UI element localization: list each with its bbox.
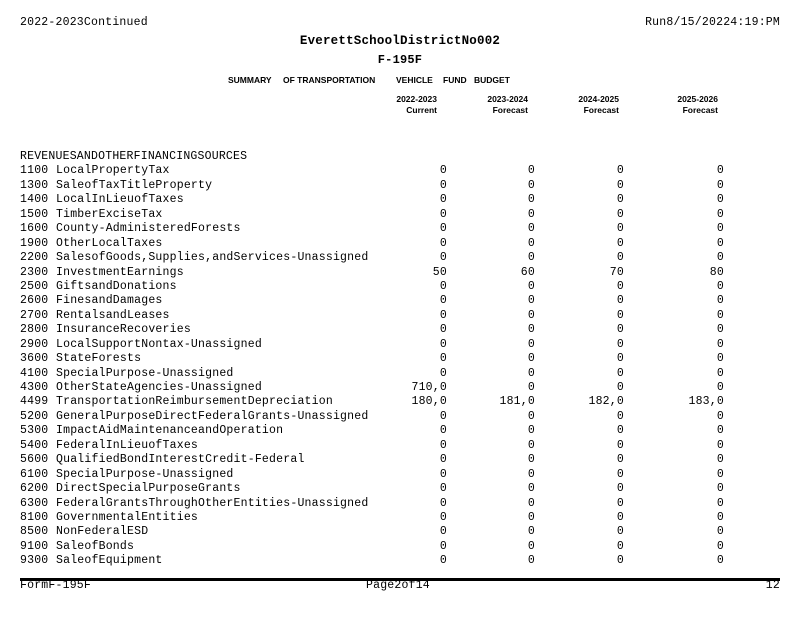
- footer-page-number: 12: [765, 579, 780, 592]
- table-row: [20, 338, 780, 352]
- cell-value: 0: [716, 366, 724, 380]
- account-label: SalesofGoods,Supplies,andServices-Unassigned: [56, 251, 369, 265]
- cell-value: 70: [609, 265, 624, 279]
- account-label: LocalSupportNontax-Unassigned: [56, 337, 262, 351]
- footer-page: Page2of14: [366, 579, 430, 592]
- cell-value: 0: [439, 193, 447, 207]
- table-row: [20, 540, 780, 554]
- cell-value: 0: [439, 409, 447, 423]
- cell-value: 0: [439, 337, 447, 351]
- cell-value: 0: [439, 482, 447, 496]
- cell-value: 0: [716, 207, 724, 221]
- cell-value: 0: [527, 409, 535, 423]
- cell-value: 0: [527, 366, 535, 380]
- table-row: [20, 381, 780, 395]
- revenue-table: [20, 150, 780, 569]
- cell-value: 0: [616, 236, 624, 250]
- cell-value: 0: [527, 251, 535, 265]
- column-year: 2025-2026: [677, 94, 718, 104]
- cell-value: 0: [716, 178, 724, 192]
- cell-value: 0: [527, 453, 535, 467]
- cell-value: 0: [716, 308, 724, 322]
- cell-value: 0: [527, 467, 535, 481]
- header-continued-label: 2022-2023Continued: [20, 16, 148, 29]
- account-label: QualifiedBondInterestCredit-Federal: [56, 453, 305, 467]
- account-label: RentalsandLeases: [56, 308, 170, 322]
- account-label: InsuranceRecoveries: [56, 323, 191, 337]
- account-code: 6300: [20, 496, 49, 510]
- cell-value: 0: [616, 496, 624, 510]
- account-label: FinesandDamages: [56, 294, 163, 308]
- cell-value: 0: [616, 510, 624, 524]
- cell-value: 0: [716, 294, 724, 308]
- table-row: [20, 309, 780, 323]
- cell-value: 0: [616, 424, 624, 438]
- cell-value: 0: [439, 467, 447, 481]
- cell-value: 0: [616, 352, 624, 366]
- account-code: 2500: [20, 279, 49, 293]
- column-header-2023-2024: [487, 94, 528, 116]
- account-code: 2800: [20, 323, 49, 337]
- cell-value: 0: [439, 236, 447, 250]
- account-code: 2700: [20, 308, 49, 322]
- account-label: StateForests: [56, 352, 142, 366]
- account-label: County-AdministeredForests: [56, 222, 241, 236]
- cell-value: 0: [716, 510, 724, 524]
- column-year: 2022-2023: [396, 94, 437, 104]
- table-row: [20, 525, 780, 539]
- cell-value: 0: [616, 308, 624, 322]
- cell-value: 0: [439, 510, 447, 524]
- account-code: 4100: [20, 366, 49, 380]
- account-label: TransportationReimbursementDepreciation: [56, 395, 333, 409]
- account-label: TimberExciseTax: [56, 207, 163, 221]
- cell-value: 0: [439, 352, 447, 366]
- cell-value: 0: [527, 438, 535, 452]
- account-label: SaleofBonds: [56, 539, 135, 553]
- form-code: F-195F: [377, 53, 423, 67]
- cell-value: 0: [716, 539, 724, 553]
- cell-value: 0: [439, 222, 447, 236]
- cell-value: 0: [527, 222, 535, 236]
- table-row: [20, 482, 780, 496]
- account-code: 2600: [20, 294, 49, 308]
- table-row: [20, 554, 780, 568]
- cell-value: 0: [527, 164, 535, 178]
- cell-value: 180,0: [411, 395, 447, 409]
- footer-form: FormF-195F: [20, 579, 92, 592]
- account-label: OtherLocalTaxes: [56, 236, 163, 250]
- account-label: NonFederalESD: [56, 525, 149, 539]
- account-code: 6200: [20, 482, 49, 496]
- cell-value: 0: [439, 251, 447, 265]
- table-row: [20, 179, 780, 193]
- account-label: SaleofEquipment: [56, 554, 163, 568]
- column-label: Forecast: [583, 105, 619, 115]
- account-code: 1100: [20, 164, 49, 178]
- table-row: [20, 266, 780, 280]
- cell-value: 0: [716, 352, 724, 366]
- account-code: 2300: [20, 265, 49, 279]
- cell-value: 0: [716, 496, 724, 510]
- account-label: LocalPropertyTax: [56, 164, 170, 178]
- column-year: 2023-2024: [487, 94, 528, 104]
- table-row: [20, 439, 780, 453]
- cell-value: 0: [716, 251, 724, 265]
- cell-value: 0: [716, 323, 724, 337]
- cell-value: 0: [439, 308, 447, 322]
- table-row: [20, 352, 780, 366]
- cell-value: 710,0: [411, 381, 447, 394]
- cell-value: 0: [527, 308, 535, 322]
- cell-value: 182,0: [588, 395, 624, 409]
- cell-value: 0: [616, 207, 624, 221]
- account-label: LocalInLieuofTaxes: [56, 193, 184, 207]
- cell-value: 0: [716, 482, 724, 496]
- cell-value: 0: [439, 294, 447, 308]
- cell-value: 0: [616, 409, 624, 423]
- account-code: 8100: [20, 510, 49, 524]
- cell-value: 0: [439, 554, 447, 568]
- cell-value: 0: [616, 554, 624, 568]
- table-row: [20, 323, 780, 337]
- cell-value: 0: [527, 482, 535, 496]
- cell-value: 0: [527, 510, 535, 524]
- cell-value: 181,0: [499, 395, 535, 409]
- table-row: [20, 222, 780, 236]
- account-code: 3600: [20, 352, 49, 366]
- cell-value: 0: [527, 323, 535, 337]
- cell-value: 0: [439, 438, 447, 452]
- cell-value: 50: [432, 265, 447, 279]
- cell-value: 0: [527, 352, 535, 366]
- cell-value: 0: [616, 482, 624, 496]
- cell-value: 0: [439, 424, 447, 438]
- account-code: 9300: [20, 554, 49, 568]
- cell-value: 0: [616, 323, 624, 337]
- account-label: SpecialPurpose-Unassigned: [56, 467, 234, 481]
- run-timestamp: Run8/15/20224:19:PM: [645, 16, 780, 29]
- cell-value: 0: [527, 236, 535, 250]
- table-row: [20, 208, 780, 222]
- account-code: 1300: [20, 178, 49, 192]
- account-code: 5600: [20, 453, 49, 467]
- cell-value: 0: [616, 164, 624, 178]
- cell-value: 0: [527, 207, 535, 221]
- cell-value: 0: [616, 438, 624, 452]
- cell-value: 0: [439, 164, 447, 178]
- cell-value: 0: [616, 279, 624, 293]
- table-row: [20, 193, 780, 207]
- cell-value: 0: [527, 525, 535, 539]
- account-code: 2900: [20, 337, 49, 351]
- cell-value: 0: [716, 279, 724, 293]
- cell-value: 0: [439, 496, 447, 510]
- cell-value: 0: [716, 424, 724, 438]
- account-code: 6100: [20, 467, 49, 481]
- cell-value: 0: [527, 279, 535, 293]
- account-code: 1900: [20, 236, 49, 250]
- cell-value: 0: [716, 337, 724, 351]
- account-code: 2200: [20, 251, 49, 265]
- account-code: 5400: [20, 438, 49, 452]
- cell-value: 0: [616, 453, 624, 467]
- cell-value: 0: [616, 366, 624, 380]
- cell-value: 0: [616, 193, 624, 207]
- cell-value: 0: [616, 337, 624, 351]
- subtitle-vehicle: VEHICLE: [396, 75, 433, 85]
- account-label: FederalGrantsThroughOtherEntities-Unassigned: [56, 496, 369, 510]
- cell-value: 0: [439, 323, 447, 337]
- cell-value: 0: [716, 409, 724, 423]
- table-row: [20, 497, 780, 511]
- account-label: OtherStateAgencies-Unassigned: [56, 381, 262, 394]
- table-row: [20, 237, 780, 251]
- cell-value: 0: [527, 554, 535, 568]
- column-header-2024-2025: [578, 94, 619, 116]
- cell-value: 0: [616, 467, 624, 481]
- cell-value: 0: [716, 193, 724, 207]
- cell-value: 0: [527, 337, 535, 351]
- account-label: GiftsandDonations: [56, 279, 177, 293]
- cell-value: 0: [616, 539, 624, 553]
- table-row: [20, 511, 780, 525]
- table-row: [20, 251, 780, 265]
- cell-value: 0: [716, 525, 724, 539]
- subtitle-fund: FUND: [443, 75, 467, 85]
- subtitle-budget: BUDGET: [474, 75, 510, 85]
- account-label: GeneralPurposeDirectFederalGrants-Unassigned: [56, 409, 369, 423]
- account-label: InvestmentEarnings: [56, 265, 184, 279]
- section-title: [20, 150, 780, 164]
- cell-value: 0: [439, 279, 447, 293]
- cell-value: 0: [527, 193, 535, 207]
- cell-value: 0: [527, 381, 535, 394]
- account-code: 4300: [20, 381, 49, 394]
- cell-value: 0: [616, 178, 624, 192]
- cell-value: 0: [439, 539, 447, 553]
- cell-value: 0: [439, 366, 447, 380]
- table-row: [20, 164, 780, 178]
- cell-value: 0: [439, 525, 447, 539]
- cell-value: 0: [716, 453, 724, 467]
- cell-value: 0: [716, 554, 724, 568]
- cell-value: 0: [716, 164, 724, 178]
- account-code: 1400: [20, 193, 49, 207]
- cell-value: 0: [716, 381, 724, 394]
- column-label: Forecast: [682, 105, 718, 115]
- cell-value: 0: [616, 294, 624, 308]
- account-code: 9100: [20, 539, 49, 553]
- cell-value: 0: [527, 294, 535, 308]
- account-code: 1600: [20, 222, 49, 236]
- subtitle-summary: SUMMARY: [228, 75, 272, 85]
- cell-value: 0: [716, 467, 724, 481]
- table-row: [20, 453, 780, 467]
- table-row: [20, 280, 780, 294]
- account-code: 8500: [20, 525, 49, 539]
- table-row: [20, 395, 780, 409]
- account-label: ImpactAidMaintenanceandOperation: [56, 424, 284, 438]
- account-label: SpecialPurpose-Unassigned: [56, 366, 234, 380]
- column-label: Forecast: [492, 105, 528, 115]
- column-header-2025-2026: [677, 94, 718, 116]
- cell-value: 0: [716, 222, 724, 236]
- cell-value: 0: [616, 381, 624, 394]
- account-label: GovernmentalEntities: [56, 510, 199, 524]
- cell-value: 0: [716, 236, 724, 250]
- account-code: 4499: [20, 395, 49, 409]
- cell-value: 0: [527, 496, 535, 510]
- section-title-text: REVENUESANDOTHERFINANCINGSOURCES: [20, 150, 248, 163]
- account-label: DirectSpecialPurposeGrants: [56, 482, 241, 496]
- district-title: EverettSchoolDistrictNo002: [299, 34, 501, 48]
- cell-value: 80: [709, 265, 724, 279]
- cell-value: 0: [439, 453, 447, 467]
- cell-value: 0: [716, 438, 724, 452]
- column-label: Current: [406, 105, 437, 115]
- account-code: 1500: [20, 207, 49, 221]
- account-code: 5300: [20, 424, 49, 438]
- table-row: [20, 294, 780, 308]
- revenue-rows: [20, 164, 780, 568]
- column-year: 2024-2025: [578, 94, 619, 104]
- cell-value: 0: [439, 207, 447, 221]
- cell-value: 0: [439, 178, 447, 192]
- table-row: [20, 424, 780, 438]
- cell-value: 0: [616, 525, 624, 539]
- table-row: [20, 468, 780, 482]
- cell-value: 0: [616, 222, 624, 236]
- subtitle-of-transportation: OF TRANSPORTATION: [283, 75, 376, 85]
- cell-value: 0: [527, 178, 535, 192]
- column-header-2022-2023: [396, 94, 437, 116]
- account-label: SaleofTaxTitleProperty: [56, 178, 213, 192]
- table-row: [20, 367, 780, 381]
- cell-value: 0: [616, 251, 624, 265]
- cell-value: 0: [527, 539, 535, 553]
- cell-value: 60: [520, 265, 535, 279]
- cell-value: 0: [527, 424, 535, 438]
- account-code: 5200: [20, 409, 49, 423]
- cell-value: 183,0: [688, 395, 724, 409]
- table-row: [20, 410, 780, 424]
- account-label: FederalInLieuofTaxes: [56, 438, 199, 452]
